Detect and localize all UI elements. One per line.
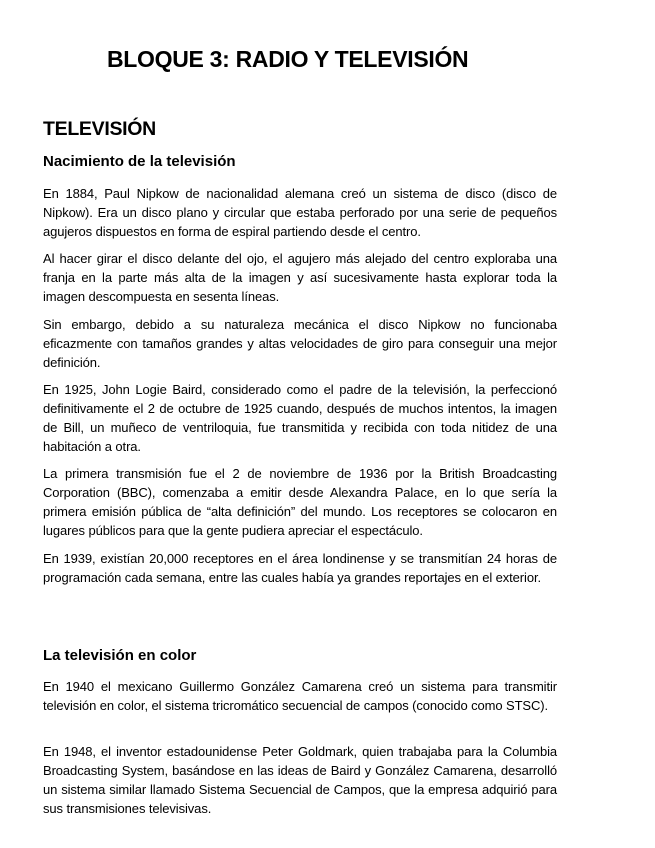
paragraph: En 1925, John Logie Baird, considerado como el padre de la televisión, la perfeccionó definitivamente el 2 de octubre de 1925 cuando, después de muchos intentos, la imagen de Bill, un muñeco de ventriloquia, fue transmitida y recibida con toda nitidez de una habitación a otra. bbox=[43, 382, 557, 454]
block-title: BLOQUE 3: RADIO Y TELEVISIÓN bbox=[107, 46, 469, 72]
subheading-color: La televisión en color bbox=[43, 647, 197, 664]
paragraph: En 1948, el inventor estadounidense Peter Goldmark, quien trabajaba para la Columbia Broadcasting System, basándose en las ideas de Baird y González Camarena, desarrolló un sistema similar llamado Sistema Secuencial de Campos, que la empresa adquirió para sus transmisiones televisivas. bbox=[43, 744, 557, 816]
paragraph: La primera transmisión fue el 2 de noviembre de 1936 por la British Broadcasting Corporation (BBC), comenzaba a emitir desde Alexandra Palace, en lo que sería la primera emisión pública de “alta definición” del mundo. Los receptores se colocaron en lugares públicos para que la gente pudiera apreciar el espectáculo. bbox=[43, 466, 557, 538]
paragraph: En 1884, Paul Nipkow de nacionalidad alemana creó un sistema de disco (disco de Nipkow). Era un disco plano y circular que estaba perforado por una serie de pequeños agujeros dispuestos en forma de espiral partiendo desde el centro. bbox=[43, 186, 557, 239]
paragraph: En 1940 el mexicano Guillermo González Camarena creó un sistema para transmitir televisión en color, el sistema tricromático secuencial de campos (conocido como STSC). bbox=[43, 679, 557, 713]
subheading-nacimiento: Nacimiento de la televisión bbox=[43, 153, 236, 170]
section-title: TELEVISIÓN bbox=[43, 118, 156, 140]
paragraph: En 1939, existían 20,000 receptores en el área londinense y se transmitían 24 horas de programación cada semana, entre las cuales había ya grandes reportajes en el exterior. bbox=[43, 551, 557, 585]
paragraph: Al hacer girar el disco delante del ojo, el agujero más alejado del centro exploraba una franja en la parte más alta de la imagen y así sucesivamente hasta explorar toda la imagen descompuesta en sesenta líneas. bbox=[43, 251, 557, 304]
paragraph: Sin embargo, debido a su naturaleza mecánica el disco Nipkow no funcionaba eficazmente con tamaños grandes y altas velocidades de giro para conseguir una mejor definición. bbox=[43, 317, 557, 370]
